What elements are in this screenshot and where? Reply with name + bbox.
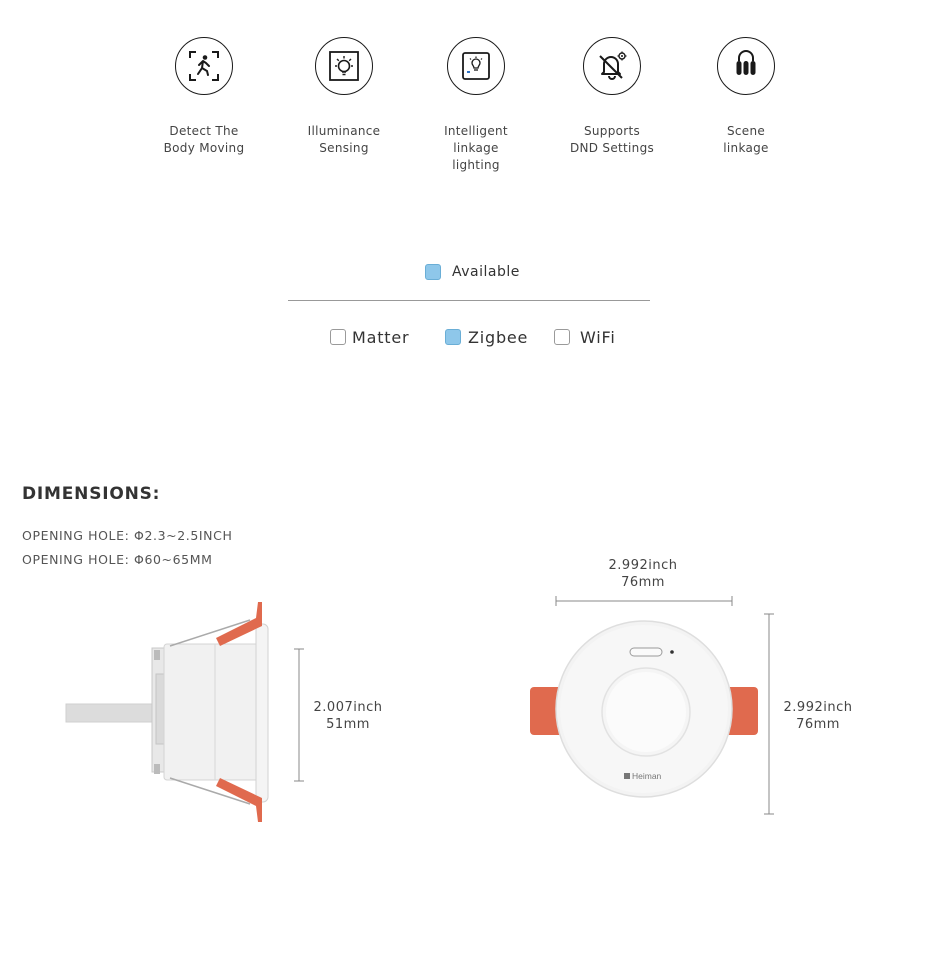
linkage-lighting-icon bbox=[459, 49, 493, 83]
feature-label bbox=[686, 123, 806, 157]
feature-circle bbox=[315, 37, 373, 95]
feature-scene-linkage bbox=[686, 37, 806, 157]
front-height-mm: 76mm bbox=[796, 717, 840, 732]
dimensions-title: DIMENSIONS: bbox=[22, 484, 161, 504]
feature-linkage-lighting bbox=[416, 37, 536, 174]
body-motion-icon bbox=[187, 49, 221, 83]
dnd-bell-icon bbox=[594, 48, 630, 84]
front-height-inch: 2.992inch bbox=[783, 700, 853, 715]
feature-body-moving bbox=[144, 37, 264, 157]
feature-label bbox=[416, 123, 536, 174]
sensor-side-view bbox=[60, 598, 280, 828]
opening-hole-inch: OPENING HOLE: Φ2.3~2.5INCH bbox=[22, 528, 233, 543]
brand-logo: Heiman bbox=[632, 771, 662, 781]
feature-circle bbox=[583, 37, 641, 95]
side-height-label bbox=[306, 699, 390, 733]
feature-label-line: lighting bbox=[452, 158, 500, 172]
protocol-zigbee-checkbox bbox=[445, 329, 461, 345]
feature-circle bbox=[175, 37, 233, 95]
protocol-matter-checkbox bbox=[330, 329, 346, 345]
feature-label-line: Scene bbox=[726, 124, 766, 138]
feature-label-line: Supports bbox=[583, 124, 641, 138]
opening-hole-mm: OPENING HOLE: Φ60~65MM bbox=[22, 552, 213, 567]
protocol-zigbee-label: Zigbee bbox=[468, 328, 529, 347]
available-legend-swatch bbox=[425, 264, 441, 280]
feature-label-line: DND Settings bbox=[569, 141, 655, 155]
feature-label-line: linkage bbox=[723, 141, 769, 155]
front-width-label bbox=[600, 557, 686, 591]
feature-circle bbox=[447, 37, 505, 95]
feature-label bbox=[284, 123, 404, 157]
feature-circle bbox=[717, 37, 775, 95]
front-width-mm: 76mm bbox=[621, 575, 665, 590]
front-height-label bbox=[776, 699, 860, 733]
feature-label bbox=[552, 123, 672, 157]
feature-label-line: linkage bbox=[453, 141, 499, 155]
protocol-wifi-label: WiFi bbox=[580, 328, 616, 347]
sensor-front-view bbox=[526, 605, 762, 815]
protocol-wifi-checkbox bbox=[554, 329, 570, 345]
side-height-inch: 2.007inch bbox=[313, 700, 383, 715]
feature-label-line: Body Moving bbox=[163, 141, 245, 155]
legend-divider bbox=[288, 300, 650, 301]
front-width-inch: 2.992inch bbox=[608, 558, 678, 573]
feature-label bbox=[144, 123, 264, 157]
front-height-dimension-line bbox=[762, 613, 776, 815]
feature-label-line: Illuminance bbox=[307, 124, 381, 138]
side-height-mm: 51mm bbox=[326, 717, 370, 732]
protocol-matter-label: Matter bbox=[352, 328, 410, 347]
feature-illuminance bbox=[284, 37, 404, 157]
feature-label-line: Detect The bbox=[169, 124, 239, 138]
illuminance-icon bbox=[327, 49, 361, 83]
available-legend-label: Available bbox=[452, 264, 520, 280]
feature-label-line: Sensing bbox=[319, 141, 369, 155]
scene-linkage-icon bbox=[729, 49, 763, 83]
feature-dnd-settings bbox=[552, 37, 672, 157]
feature-label-line: Intelligent bbox=[444, 124, 508, 138]
